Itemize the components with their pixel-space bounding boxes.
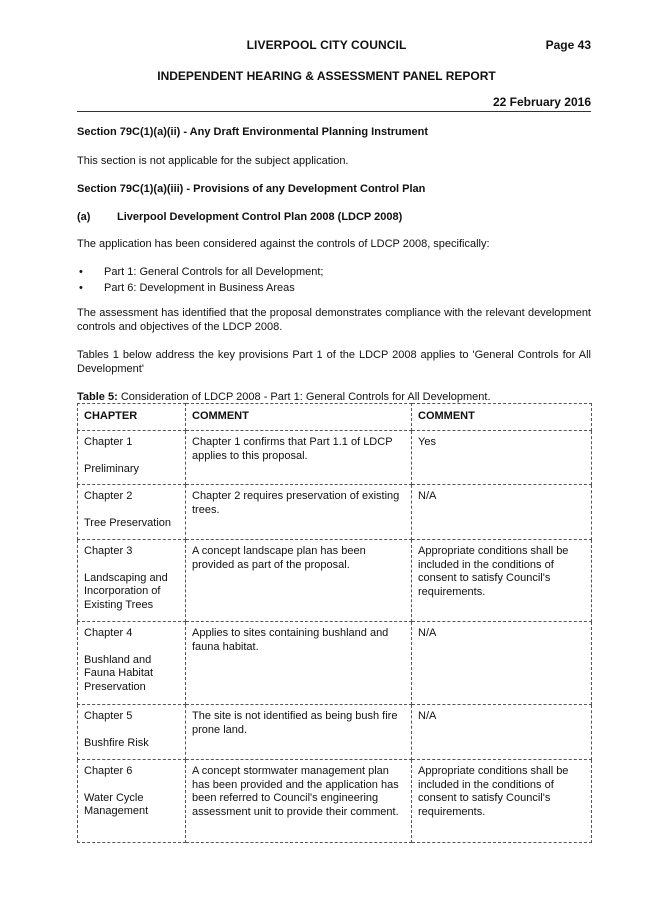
dcp-parts-list	[77, 264, 591, 296]
chapter-cell: Chapter 1 Preliminary	[78, 431, 186, 485]
list-item: • Part 1: General Controls for all Development;	[79, 266, 324, 278]
assessment-paragraph: The assessment has identified that the proposal demonstrates compliance with the relevant development controls and objectives of the LDCP 2008.	[77, 307, 591, 333]
result-cell: N/A	[412, 622, 592, 705]
page-number: Page 43	[545, 38, 591, 52]
section-draft-epi-text: This section is not applicable for the subject application.	[77, 155, 349, 167]
result-cell: Appropriate conditions shall be included in the conditions of consent to satisfy Council's requirements.	[412, 540, 592, 622]
column-header: COMMENT	[412, 404, 592, 431]
subsection-heading: Liverpool Development Control Plan 2008 (LDCP 2008)	[117, 211, 403, 223]
table-row	[78, 622, 592, 705]
table-row	[78, 540, 592, 622]
chapter-cell: Chapter 5 Bushfire Risk	[78, 705, 186, 760]
table-caption: Table 5: Consideration of LDCP 2008 - Part 1: General Controls for All Development.	[77, 391, 491, 403]
subsection-label: (a)	[77, 211, 91, 223]
section-draft-epi-heading: Section 79C(1)(a)(ii) - Any Draft Environmental Planning Instrument	[77, 126, 429, 138]
column-header: COMMENT	[186, 404, 412, 431]
column-header: CHAPTER	[78, 404, 186, 431]
report-title: INDEPENDENT HEARING & ASSESSMENT PANEL REPORT	[157, 69, 496, 83]
result-cell: N/A	[412, 485, 592, 540]
chapter-cell: Chapter 2 Tree Preservation	[78, 485, 186, 540]
bullet-icon: •	[79, 266, 83, 278]
section-dcp-heading: Section 79C(1)(a)(iii) - Provisions of any Development Control Plan	[77, 183, 426, 195]
bullet-icon: •	[79, 282, 83, 294]
header-divider	[77, 111, 591, 112]
table-row	[78, 485, 592, 540]
comment-cell: Applies to sites containing bushland and fauna habitat.	[186, 622, 412, 705]
comment-cell: Chapter 1 confirms that Part 1.1 of LDCP applies to this proposal.	[186, 431, 412, 485]
chapter-cell: Chapter 6 Water Cycle Management	[78, 760, 186, 843]
result-cell: N/A	[412, 705, 592, 760]
list-item: • Part 6: Development in Business Areas	[79, 282, 295, 294]
table-header-row	[78, 404, 592, 431]
tables-note: Tables 1 below address the key provisions Part 1 of the LDCP 2008 applies to 'General Controls for All Development'	[77, 349, 591, 375]
table-row	[78, 760, 592, 843]
result-cell: Yes	[412, 431, 592, 485]
table-row	[78, 431, 592, 485]
comment-cell: A concept stormwater management plan has been provided and the application has been referred to Council's engineering assessment unit to provide their comment.	[186, 760, 412, 843]
dcp-intro: The application has been considered against the controls of LDCP 2008, specifically:	[77, 238, 490, 250]
chapter-cell: Chapter 3 Landscaping and Incorporation of Existing Trees	[78, 540, 186, 622]
comment-cell: A concept landscape plan has been provided as part of the proposal.	[186, 540, 412, 622]
comment-cell: The site is not identified as being bush fire prone land.	[186, 705, 412, 760]
council-name: LIVERPOOL CITY COUNCIL	[246, 38, 407, 52]
report-date: 22 February 2016	[492, 95, 591, 109]
result-cell: Appropriate conditions shall be included in the conditions of consent to satisfy Council's requirements.	[412, 760, 592, 843]
comment-cell: Chapter 2 requires preservation of existing trees.	[186, 485, 412, 540]
table-row	[78, 705, 592, 760]
chapter-cell: Chapter 4 Bushland and Fauna Habitat Preservation	[78, 622, 186, 705]
ldcp-part1-table	[77, 403, 592, 843]
